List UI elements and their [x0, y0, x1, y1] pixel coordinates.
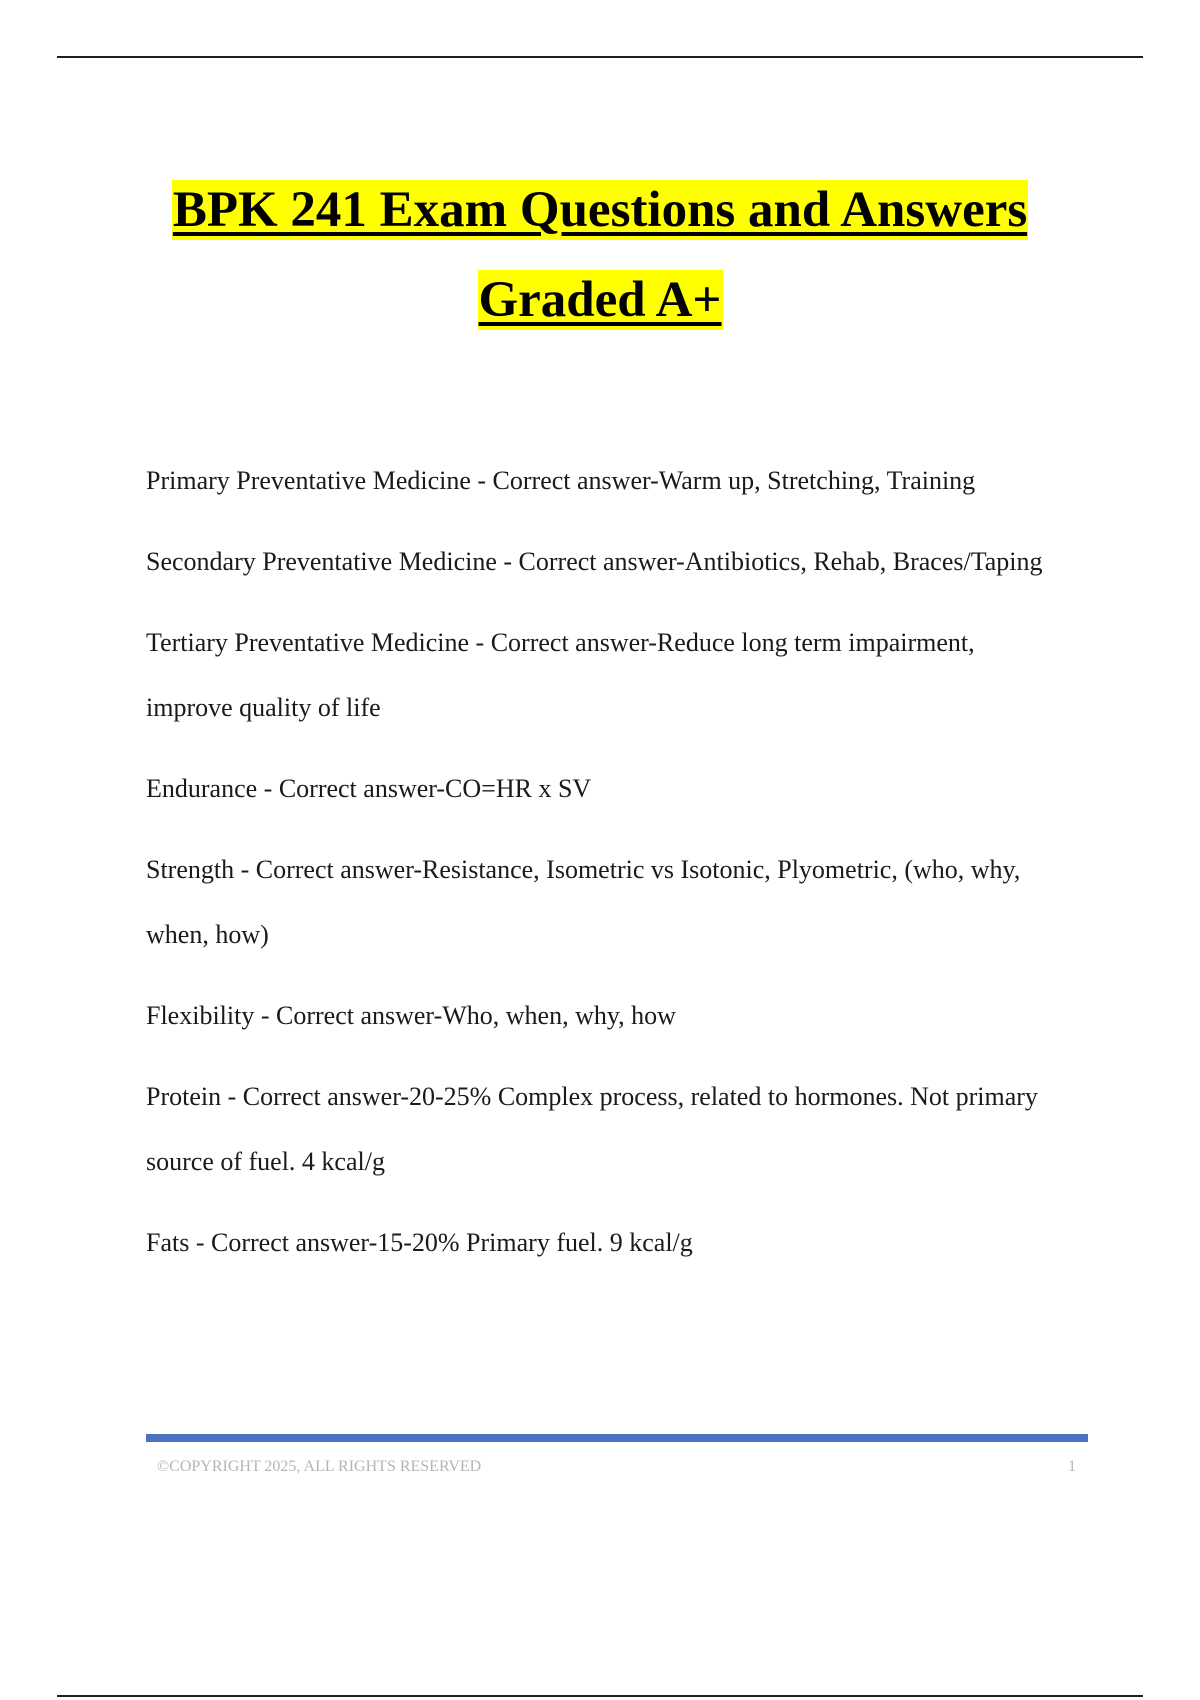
bottom-rule	[57, 1695, 1143, 1697]
qa-item-strength: Strength - Correct answer-Resistance, Isometric vs Isotonic, Plyometric, (who, why, when, how)	[146, 855, 1021, 949]
title-line-2: Graded A+	[478, 272, 722, 328]
footer-copyright: ©COPYRIGHT 2025, ALL RIGHTS RESERVED	[157, 1458, 482, 1475]
qa-item-endurance: Endurance - Correct answer-CO=HR x SV	[146, 774, 592, 803]
qa-item-fats: Fats - Correct answer-15-20% Primary fuel. 9 kcal/g	[146, 1228, 693, 1257]
footer-bar	[146, 1434, 1088, 1442]
qa-item-secondary-preventative: Secondary Preventative Medicine - Correct answer-Antibiotics, Rehab, Braces/Taping	[146, 547, 1043, 576]
qa-item-protein: Protein - Correct answer-20-25% Complex process, related to hormones. Not primary source of fuel. 4 kcal/g	[146, 1082, 1038, 1176]
qa-item-flexibility: Flexibility - Correct answer-Who, when, why, how	[146, 1001, 676, 1030]
top-rule	[57, 56, 1143, 58]
page-number: 1	[1068, 1458, 1076, 1475]
document-title	[0, 180, 1200, 330]
title-line-1: BPK 241 Exam Questions and Answers	[172, 182, 1028, 238]
qa-item-tertiary-preventative: Tertiary Preventative Medicine - Correct answer-Reduce long term impairment, improve quality of life	[146, 628, 975, 722]
qa-item-primary-preventative: Primary Preventative Medicine - Correct answer-Warm up, Stretching, Training	[146, 466, 976, 495]
qa-list	[146, 448, 1066, 1291]
